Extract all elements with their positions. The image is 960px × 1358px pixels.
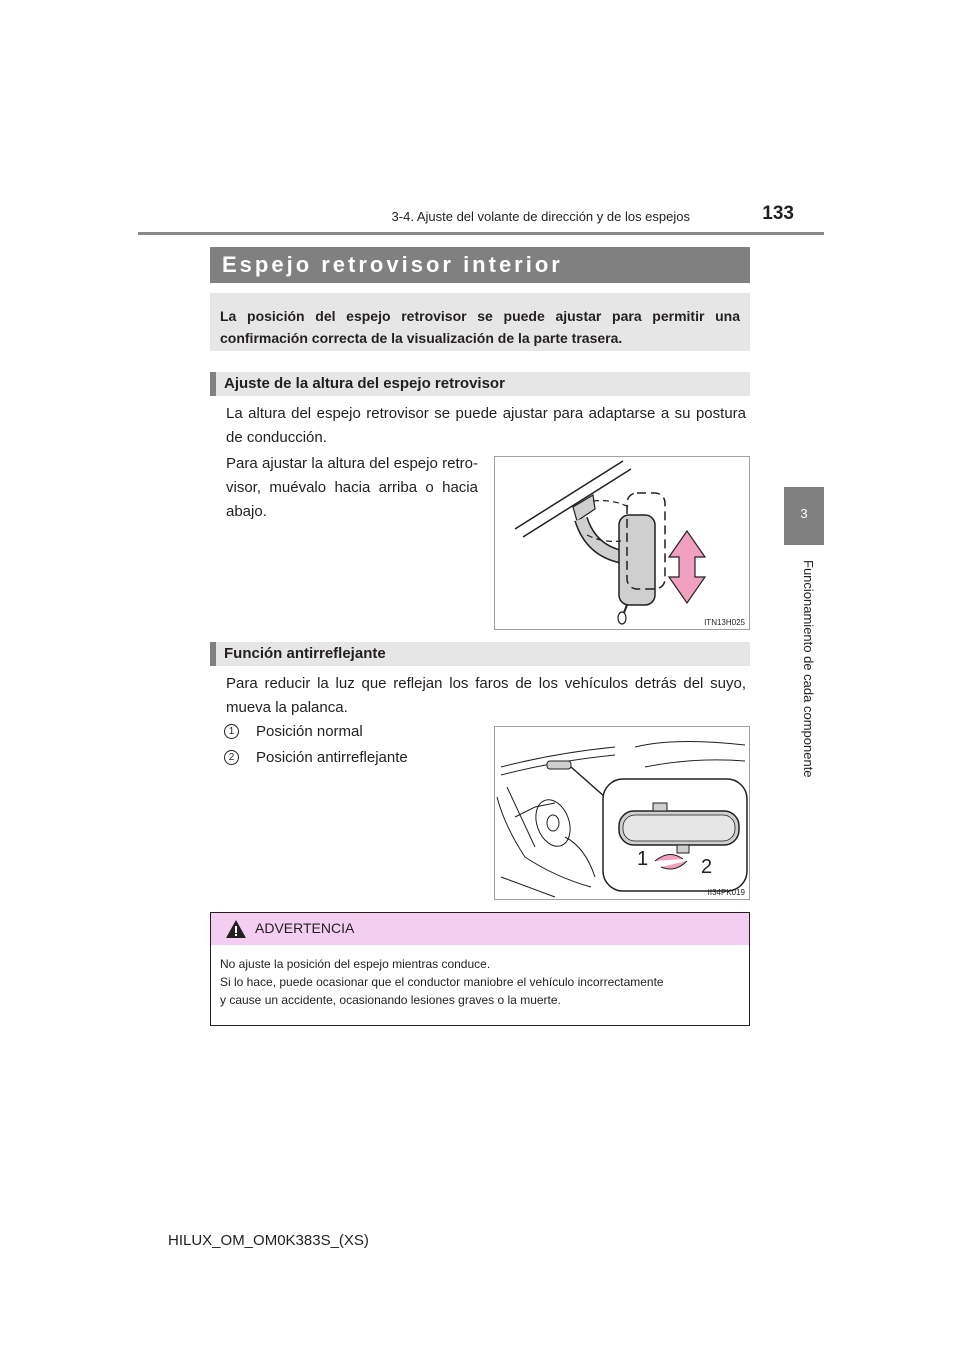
callout-1: 1: [637, 848, 649, 870]
item1-text: Posición normal: [256, 723, 363, 740]
chapter-side-text: Funcionamiento de cada componente: [801, 560, 816, 778]
antiglare-illustration: [495, 727, 749, 899]
item2-number: 2: [224, 750, 239, 765]
mirror-height-figure: [494, 456, 750, 630]
antiglare-figure: [494, 726, 750, 900]
section1-instruction: Para ajustar la altura del espejo retro-visor, muévalo hacia arriba o hacia abajo.: [226, 455, 478, 520]
section2-paragraph: Para reducir la luz que reflejan los faros de los vehículos detrás del suyo, mueva la palanca.: [226, 675, 746, 716]
warning-header: [211, 913, 749, 945]
section-header: 3-4. Ajuste del volante de dirección y de los espejos: [391, 209, 690, 224]
section1-paragraph: La altura del espejo retrovisor se puede ajustar para adaptarse a su postura de conducción.: [226, 405, 746, 446]
page-title: Espejo retrovisor interior: [222, 252, 563, 277]
figure2-label: II34PK019: [707, 888, 745, 897]
section2-heading: Función antirreflejante: [224, 645, 386, 662]
mirror-height-illustration: [495, 457, 749, 629]
warning-text: [220, 955, 744, 1009]
page-number: 133: [762, 203, 794, 224]
chapter-number: 3: [800, 506, 808, 521]
intro-text: La posición del espejo retrovisor se puede ajustar para permitir una confirmación correcta de la visualización de la parte trasera.: [220, 308, 740, 346]
callout-2: 2: [701, 856, 713, 878]
section2-heading-bar: [210, 642, 750, 666]
footer-code: HILUX_OM_OM0K383S_(XS): [168, 1232, 369, 1249]
item2-text: Posición antirreflejante: [256, 749, 408, 766]
warning-line-1: No ajuste la posición del espejo mientras conduce.: [220, 957, 491, 971]
warning-line-3: y cause un accidente, ocasionando lesiones graves o la muerte.: [220, 993, 561, 1007]
chapter-side-label: [798, 560, 818, 780]
warning-icon: [225, 919, 247, 939]
section1-heading: Ajuste de la altura del espejo retrovisor: [224, 375, 505, 392]
page-title-bar: [210, 247, 750, 283]
section1-heading-bar: [210, 372, 750, 396]
warning-line-2: Si lo hace, puede ocasionar que el conductor maniobre el vehículo incorrectamente: [220, 975, 664, 989]
header-rule: [138, 232, 824, 235]
warning-title: ADVERTENCIA: [255, 920, 355, 936]
intro-box: [210, 293, 750, 351]
figure1-label: ITN13H025: [704, 618, 745, 627]
item1-number: 1: [224, 724, 239, 739]
